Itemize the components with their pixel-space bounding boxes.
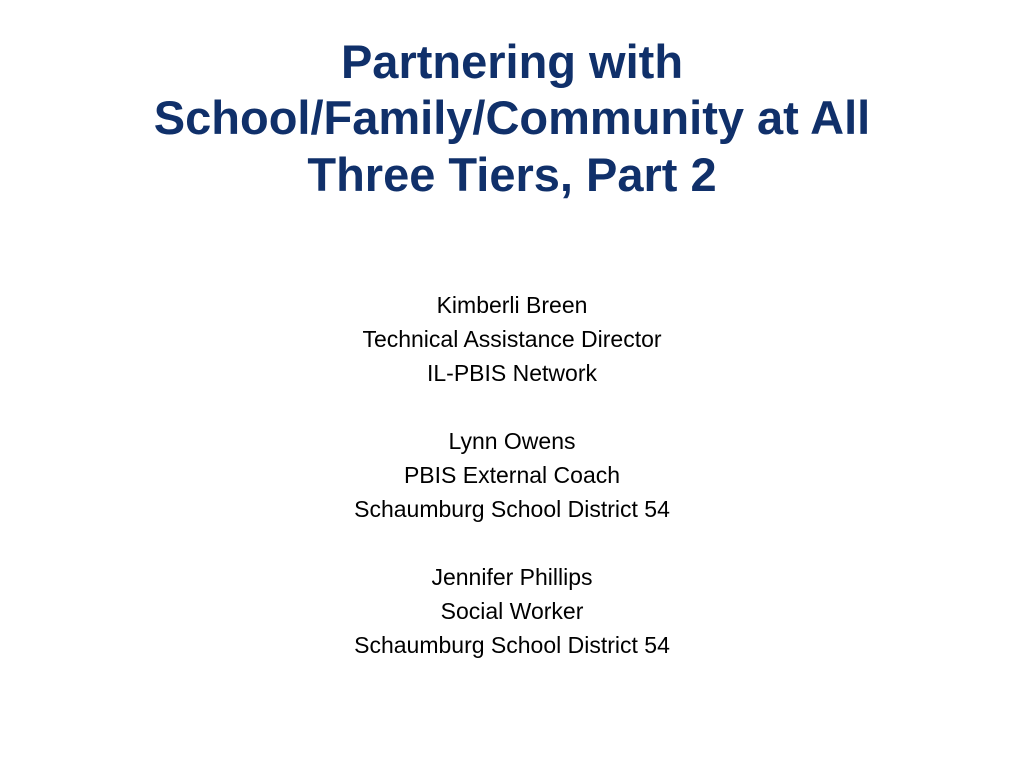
title-line-3: Three Tiers, Part 2: [307, 147, 717, 201]
presenter-name: Jennifer Phillips: [431, 564, 593, 590]
slide-title: [40, 34, 984, 203]
presenter-name: Kimberli Breen: [436, 292, 588, 318]
presenter-jennifer-phillips: [112, 560, 912, 662]
presenter-organization: IL-PBIS Network: [427, 360, 597, 386]
presenter-role: Social Worker: [440, 598, 584, 624]
presenter-role: PBIS External Coach: [403, 462, 621, 488]
presenter-organization: Schaumburg School District 54: [354, 632, 670, 658]
presenter-kimberli-breen: [112, 288, 912, 390]
presenter-name: Lynn Owens: [448, 428, 576, 454]
presenter-role: Technical Assistance Director: [362, 326, 662, 352]
presenter-list: [112, 288, 912, 662]
title-line-2: School/Family/Community at All: [153, 91, 871, 145]
presenter-lynn-owens: [112, 424, 912, 526]
title-line-1: Partnering with: [340, 35, 684, 88]
presenter-organization: Schaumburg School District 54: [354, 496, 670, 522]
